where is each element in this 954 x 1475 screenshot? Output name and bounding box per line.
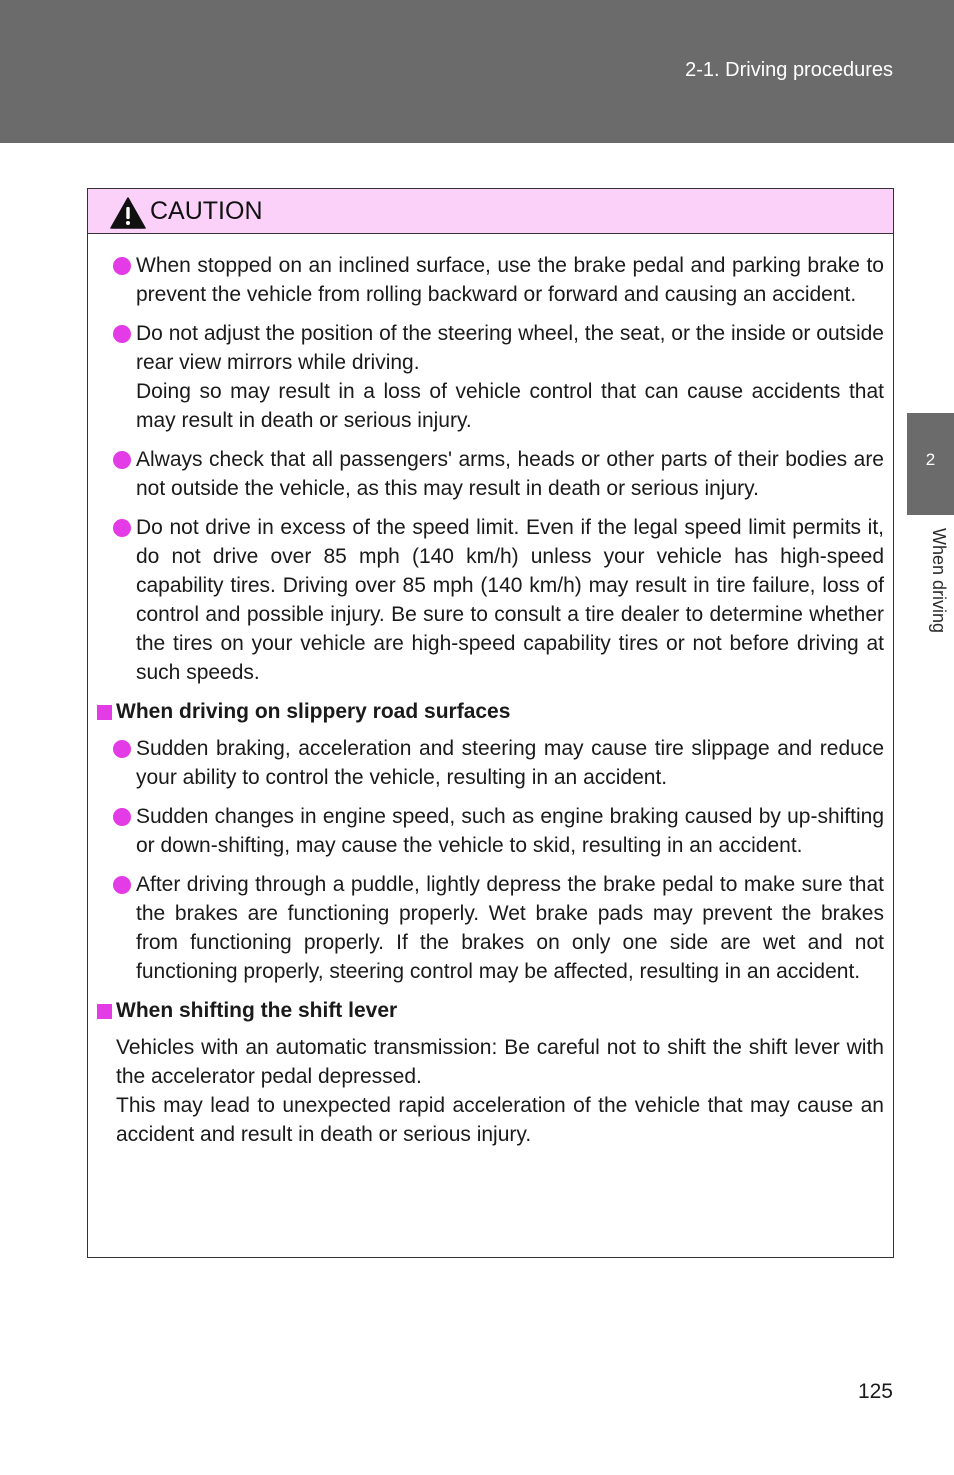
bullet-dot-icon	[113, 876, 131, 894]
list-item-text: Do not drive in excess of the speed limit. Even if the legal speed limit permits it, do not drive over 85 mph (140 km/h) unless your vehicle has high-speed capability tires. Driving over 85 mph (140 km/h) may result in tire failure, loss of control and possible injury. Be sure to consult a tire dealer to determine whether the tires on your vehicle are high-speed capability tires or not before driving at such speeds.	[136, 516, 884, 684]
caution-box	[87, 188, 894, 1258]
bullet-dot-icon	[113, 808, 131, 826]
bullet-dot-icon	[113, 325, 131, 343]
list-item-text: Doing so may result in a loss of vehicle control that can cause accidents that may result in death or serious injury.	[136, 380, 884, 432]
list-item-text: When stopped on an inclined surface, use the brake pedal and parking brake to prevent the vehicle from rolling backward or forward and causing an accident.	[136, 254, 884, 306]
list-item	[136, 445, 884, 503]
subheading-slippery	[116, 697, 884, 726]
subheading-shift-lever	[116, 996, 884, 1025]
list-item	[136, 802, 884, 860]
caution-header	[88, 189, 893, 234]
list-item	[136, 319, 884, 435]
list-item-text: Always check that all passengers' arms, heads or other parts of their bodies are not outside the vehicle, as this may result in death or serious injury.	[136, 448, 884, 500]
subheading-text: When shifting the shift lever	[116, 999, 398, 1022]
list-item-text: Do not adjust the position of the steering wheel, the seat, or the inside or outside rear view mirrors while driving.	[136, 322, 884, 374]
square-bullet-icon	[97, 705, 112, 720]
bullet-dot-icon	[113, 451, 131, 469]
list-item	[136, 734, 884, 792]
list-item-text: After driving through a puddle, lightly depress the brake pedal to make sure that the brakes are functioning properly. Wet brake pads may prevent the brakes from functioning properly. If the brakes on only one side are wet and not functioning properly, steering control may be affected, resulting in an accident.	[136, 873, 884, 983]
paragraph: Vehicles with an automatic transmission: Be careful not to shift the shift lever with the accelerator pedal depressed.	[116, 1036, 884, 1088]
list-item	[136, 513, 884, 687]
square-bullet-icon	[97, 1004, 112, 1019]
chapter-label: When driving	[929, 528, 949, 634]
bullet-dot-icon	[113, 740, 131, 758]
caution-body	[88, 234, 893, 1149]
page-number: 125	[857, 1380, 893, 1403]
shift-lever-paragraphs	[116, 1033, 884, 1149]
paragraph: This may lead to unexpected rapid acceleration of the vehicle that may cause an accident and result in death or serious injury.	[116, 1094, 884, 1146]
header-band	[0, 0, 954, 143]
list-item-text: Sudden braking, acceleration and steering may cause tire slippage and reduce your ability to control the vehicle, resulting in an accident.	[136, 737, 884, 789]
chapter-number: 2	[925, 450, 936, 469]
caution-title: CAUTION	[150, 197, 263, 225]
warning-triangle-icon	[110, 197, 146, 229]
list-item	[136, 251, 884, 309]
list-item	[136, 870, 884, 986]
bullet-dot-icon	[113, 257, 131, 275]
section-title: 2-1. Driving procedures	[685, 59, 893, 81]
bullet-dot-icon	[113, 519, 131, 537]
chapter-tab[interactable]	[907, 413, 954, 515]
list-item-text: Sudden changes in engine speed, such as engine braking caused by up-shifting or down-shifting, may cause the vehicle to skid, resulting in an accident.	[136, 805, 884, 857]
subheading-text: When driving on slippery road surfaces	[116, 700, 511, 723]
